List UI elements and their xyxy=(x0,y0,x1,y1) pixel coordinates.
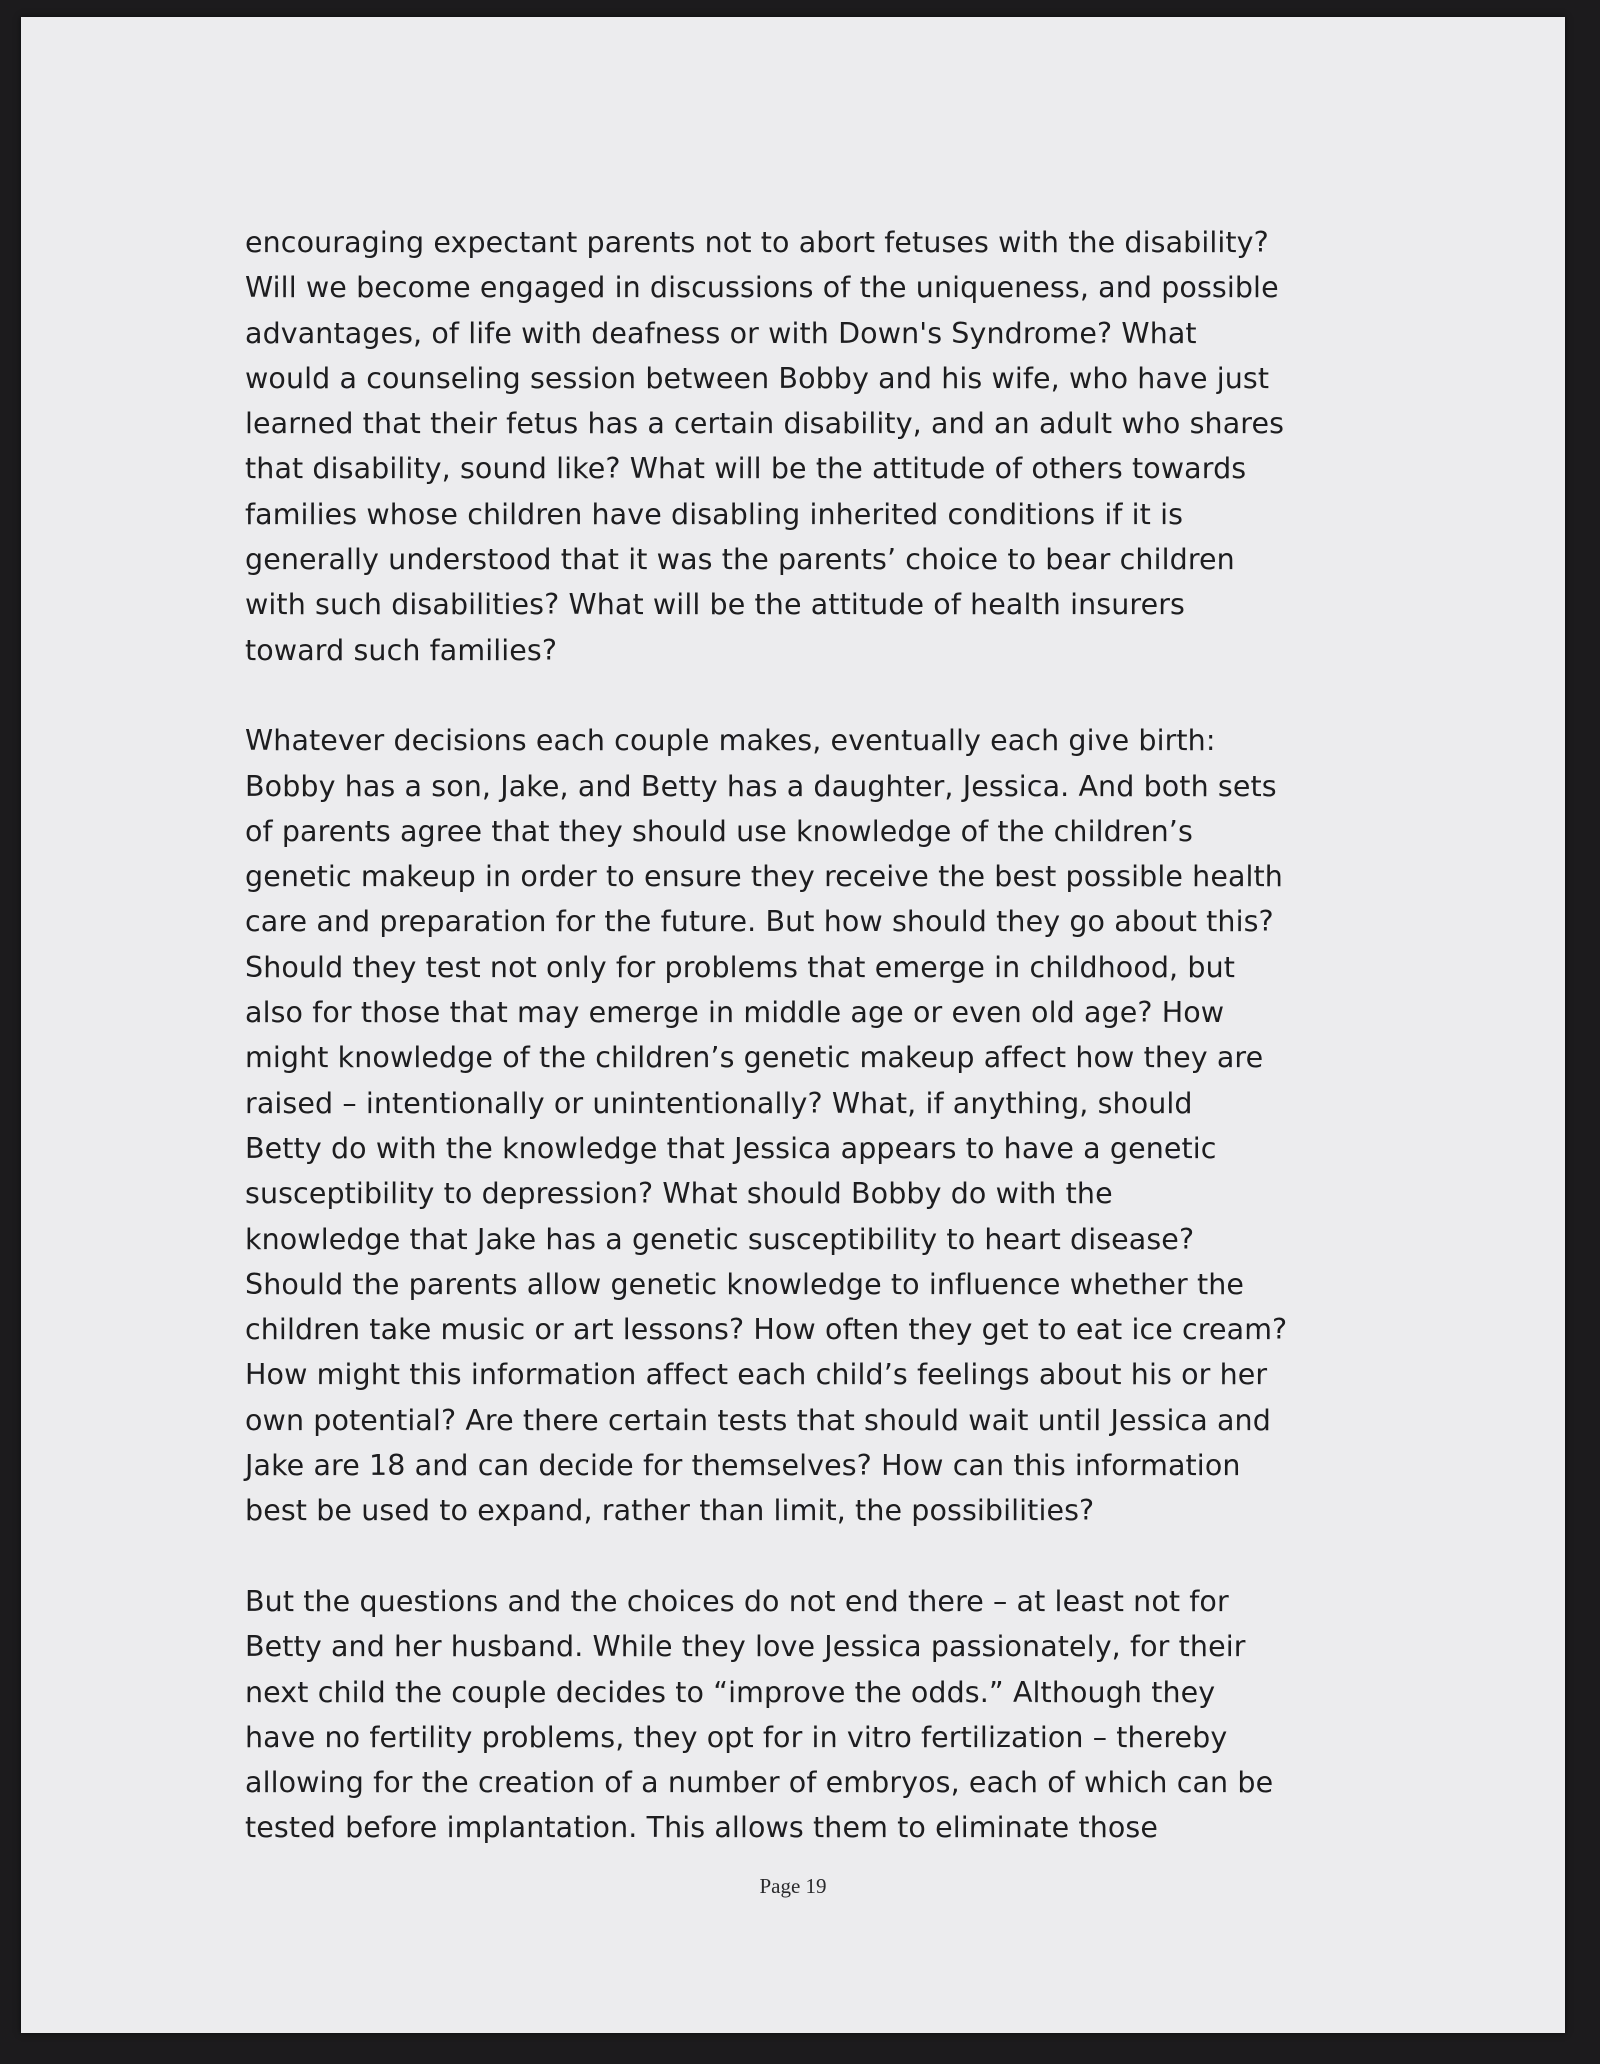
text-line: have no fertility problems, they opt for in vitro fertilization – thereby xyxy=(245,1720,1228,1754)
text-line: best be used to expand, rather than limit, the possibilities? xyxy=(245,1494,1095,1528)
text-line: toward such families? xyxy=(245,633,558,667)
text-line: tested before implantation. This allows them to eliminate those xyxy=(245,1811,1158,1845)
text-line: Betty do with the knowledge that Jessica appears to have a genetic xyxy=(245,1131,1217,1165)
paragraph xyxy=(245,718,1375,1533)
text-line: might knowledge of the children’s genetic makeup affect how they are xyxy=(245,1041,1264,1075)
text-line: of parents agree that they should use knowledge of the children’s xyxy=(245,814,1193,848)
text-line: Should the parents allow genetic knowledge to influence whether the xyxy=(245,1267,1245,1301)
text-line: care and preparation for the future. But how should they go about this? xyxy=(245,905,1274,939)
text-line: Will we become engaged in discussions of the uniqueness, and possible xyxy=(245,271,1279,305)
text-line: raised – intentionally or unintentionally? What, if anything, should xyxy=(245,1086,1193,1120)
text-line: susceptibility to depression? What should Bobby do with the xyxy=(245,1177,1113,1211)
page-number: Page 19 xyxy=(759,1874,827,1898)
paper-sheet xyxy=(21,17,1565,2033)
text-line: learned that their fetus has a certain disability, and an adult who shares xyxy=(245,407,1285,441)
text-line: Whatever decisions each couple makes, eventually each give birth: xyxy=(245,724,1216,758)
text-line: also for those that may emerge in middle age or even old age? How xyxy=(245,996,1225,1030)
text-line: knowledge that Jake has a genetic susceptibility to heart disease? xyxy=(245,1222,1195,1256)
paragraph xyxy=(245,1579,1375,1851)
text-line: allowing for the creation of a number of embryos, each of which can be xyxy=(245,1766,1274,1800)
text-line: that disability, sound like? What will be the attitude of others towards xyxy=(245,452,1247,486)
text-line: own potential? Are there certain tests that should wait until Jessica and xyxy=(245,1403,1271,1437)
text-line: families whose children have disabling inherited conditions if it is xyxy=(245,497,1184,531)
text-line: children take music or art lessons? How often they get to eat ice cream? xyxy=(245,1313,1288,1347)
text-line: Bobby has a son, Jake, and Betty has a daughter, Jessica. And both sets xyxy=(245,769,1277,803)
text-line: would a counseling session between Bobby and his wife, who have just xyxy=(245,361,1270,395)
text-line: Should they test not only for problems that emerge in childhood, but xyxy=(245,950,1236,984)
text-line: generally understood that it was the parents’ choice to bear children xyxy=(245,543,1235,577)
text-line: Jake are 18 and can decide for themselves? How can this information xyxy=(245,1449,1241,1483)
text-line: But the questions and the choices do not end there – at least not for xyxy=(245,1584,1229,1618)
text-line: with such disabilities? What will be the attitude of health insurers xyxy=(245,588,1185,622)
text-line: advantages, of life with deafness or with Down's Syndrome? What xyxy=(245,316,1197,350)
body-text xyxy=(245,220,1375,1896)
text-line: How might this information affect each child’s feelings about his or her xyxy=(245,1358,1268,1392)
text-line: Betty and her husband. While they love Jessica passionately, for their xyxy=(245,1630,1246,1664)
paragraph xyxy=(245,220,1375,673)
text-line: next child the couple decides to “improve the odds.” Although they xyxy=(245,1675,1216,1709)
text-line: genetic makeup in order to ensure they receive the best possible health xyxy=(245,860,1283,894)
text-line: encouraging expectant parents not to abort fetuses with the disability? xyxy=(245,226,1269,259)
